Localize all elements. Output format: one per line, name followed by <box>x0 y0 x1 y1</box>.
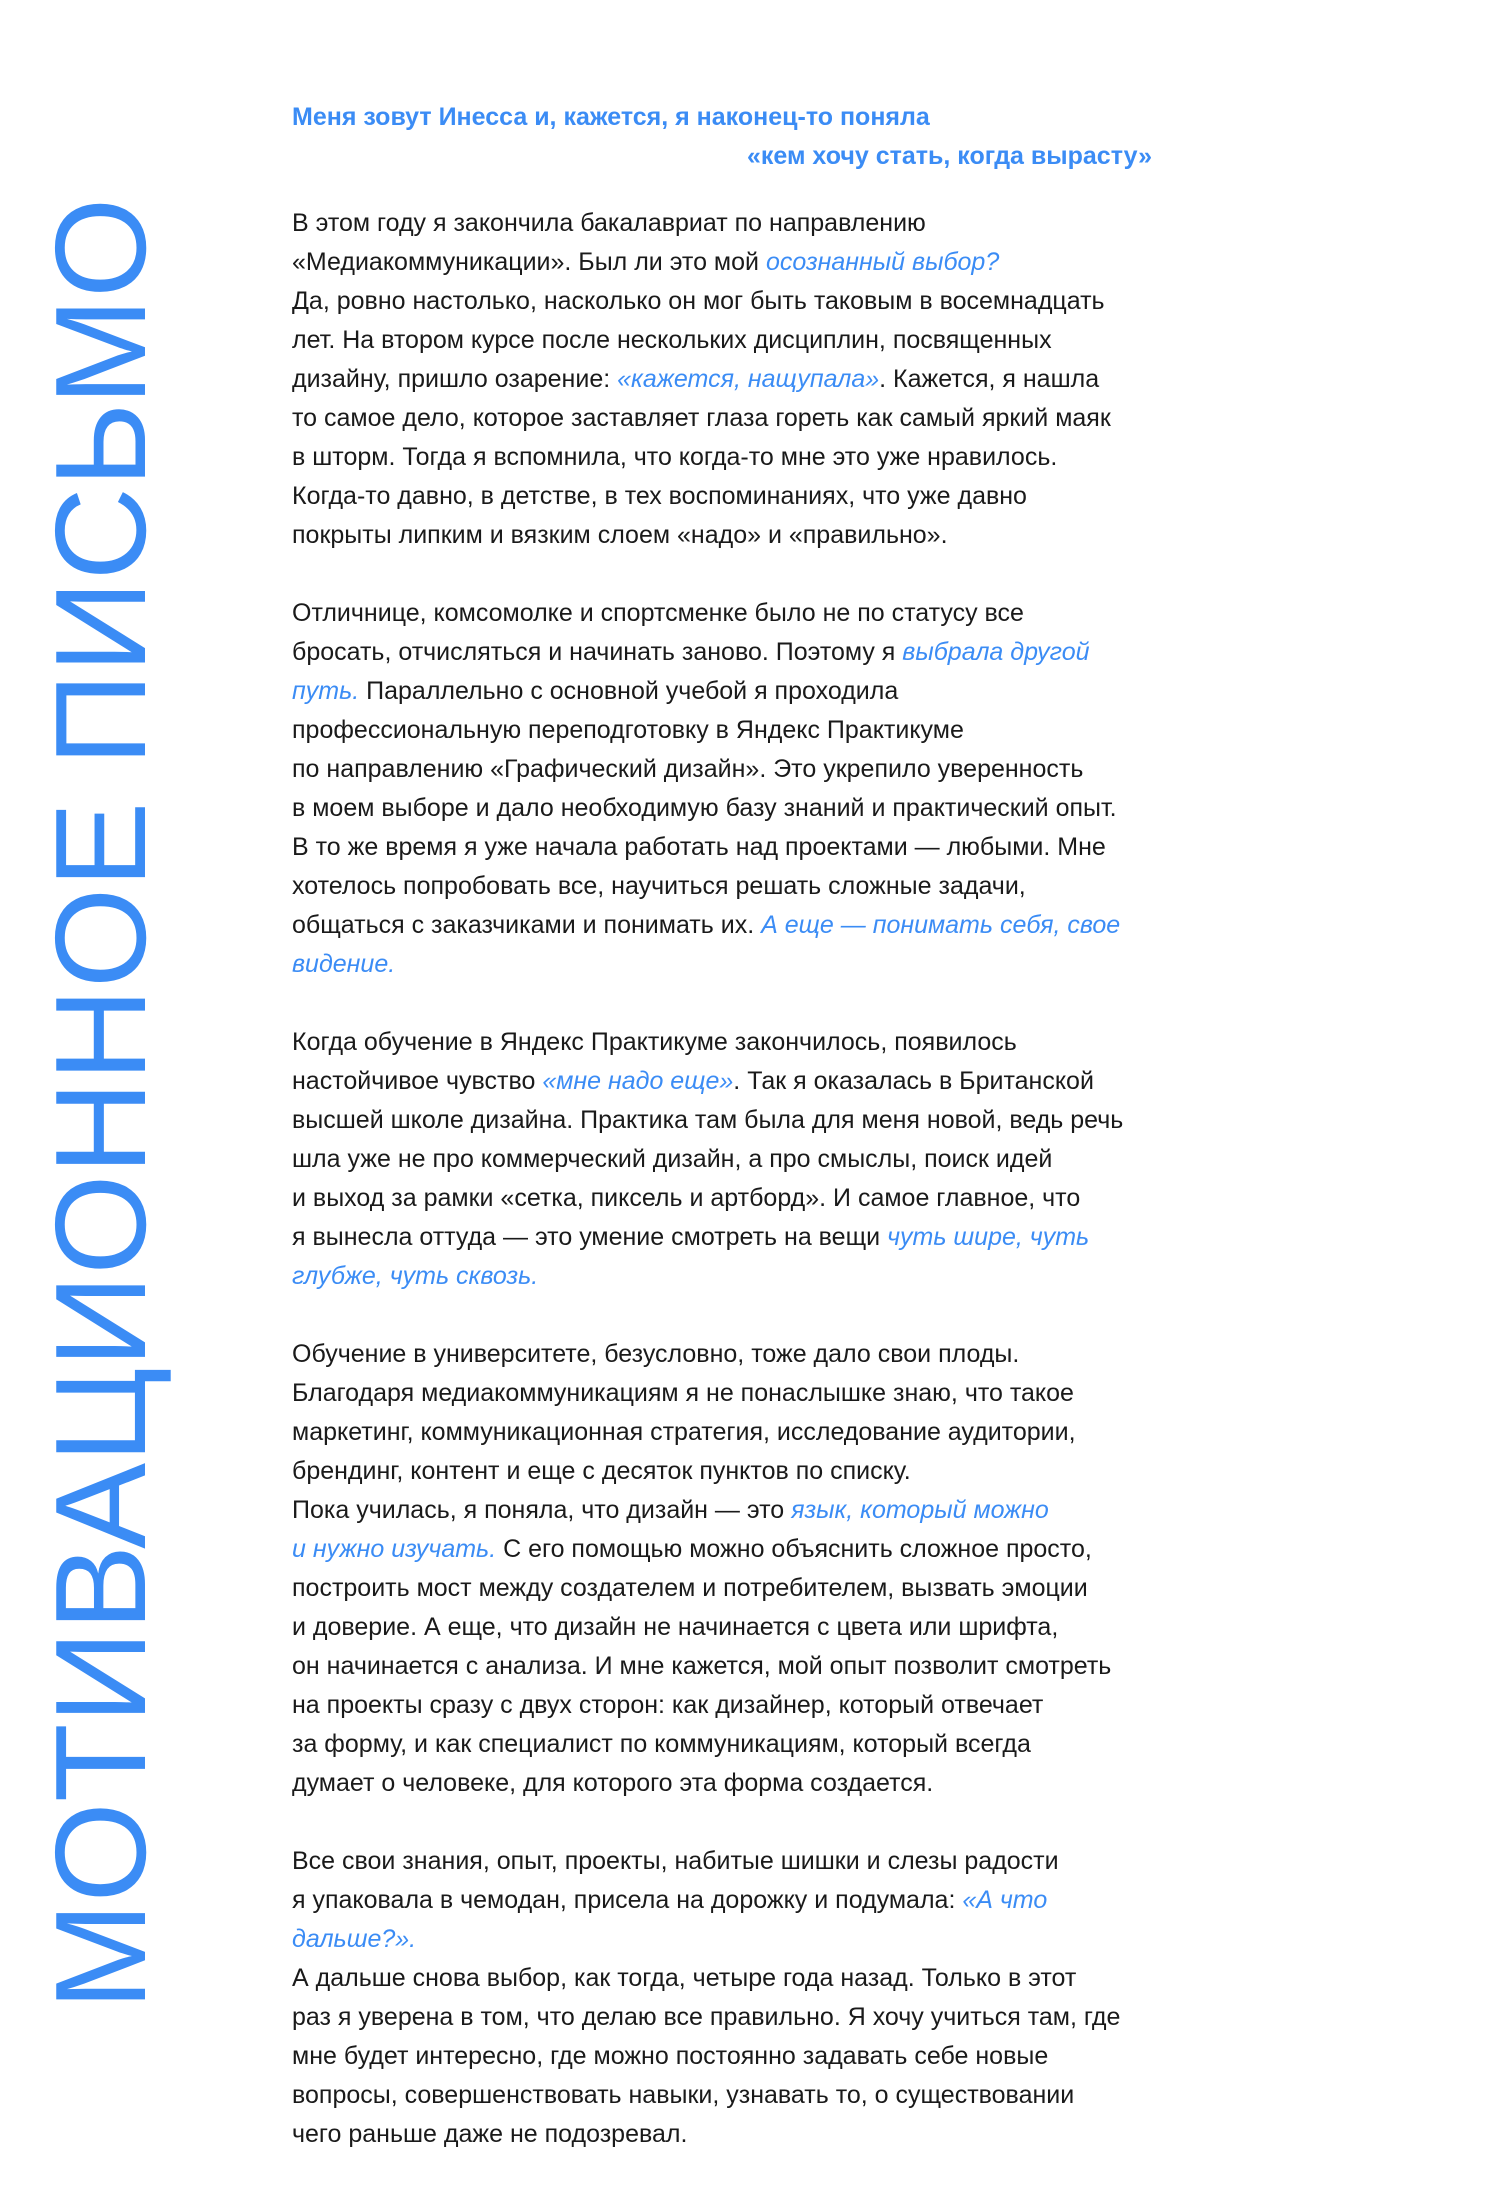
text-line <box>292 906 1232 945</box>
headline-line-2: «кем хочу стать, когда вырасту» <box>747 142 1153 170</box>
text-segment: Когда-то давно, в детстве, в тех воспоминаниях, что уже давно <box>292 482 1027 510</box>
text-segment: маркетинг, коммуникационная стратегия, исследование аудитории, <box>292 1418 1076 1446</box>
text-line <box>292 321 1232 360</box>
text-segment: высшей школе дизайна. Практика там была для меня новой, ведь речь <box>292 1106 1124 1134</box>
headline <box>292 98 1232 176</box>
text-segment: покрыты липким и вязким слоем «надо» и «правильно». <box>292 521 948 549</box>
text-line <box>292 243 1232 282</box>
text-line <box>292 1179 1232 1218</box>
text-line <box>292 1491 1232 1530</box>
highlighted-phrase: осознанный выбор? <box>765 248 1000 276</box>
text-line <box>292 204 1232 243</box>
text-segment: вопросы, совершенствовать навыки, узнавать то, о существовании <box>292 2081 1075 2109</box>
text-line <box>292 945 1232 984</box>
text-segment: мне будет интересно, где можно постоянно задавать себе новые <box>292 2042 1049 2070</box>
letter-body <box>292 98 1232 2193</box>
text-line <box>292 2076 1232 2115</box>
text-segment: построить мост между создателем и потребителем, вызвать эмоции <box>292 1574 1088 1602</box>
text-line <box>292 1959 1232 1998</box>
text-line <box>292 594 1232 633</box>
text-segment: в моем выборе и дало необходимую базу знаний и практический опыт. <box>292 794 1117 822</box>
paragraph <box>292 1023 1232 1296</box>
text-line <box>292 399 1232 438</box>
highlighted-phrase: видение. <box>292 950 396 978</box>
text-line <box>292 633 1232 672</box>
text-segment: Все свои знания, опыт, проекты, набитые шишки и слезы радости <box>292 1847 1059 1875</box>
text-line <box>292 2115 1232 2154</box>
text-segment: и доверие. А еще, что дизайн не начинается с цвета или шрифта, <box>292 1613 1059 1641</box>
text-segment: по направлению «Графический дизайн». Это укрепило уверенность <box>292 755 1084 783</box>
text-segment: Благодаря медиакоммуникациям я не понаслышке знаю, что такое <box>292 1379 1074 1407</box>
text-segment: С его помощью можно объяснить сложное просто, <box>496 1535 1092 1563</box>
text-segment: «Медиакоммуникации». Был ли это мой <box>292 248 766 276</box>
text-segment: он начинается с анализа. И мне кажется, мой опыт позволит смотреть <box>292 1652 1112 1680</box>
text-line <box>292 1686 1232 1725</box>
text-line <box>292 1335 1232 1374</box>
paragraph <box>292 1842 1232 2154</box>
text-line <box>292 711 1232 750</box>
highlighted-phrase: «мне надо еще» <box>542 1067 734 1095</box>
text-line <box>292 1920 1232 1959</box>
text-line <box>292 1257 1232 1296</box>
text-segment: я вынесла оттуда — это умение смотреть на вещи <box>292 1223 888 1251</box>
highlighted-phrase: язык, который можно <box>791 1496 1049 1524</box>
text-line <box>292 1998 1232 2037</box>
text-segment: Обучение в университете, безусловно, тоже дало свои плоды. <box>292 1340 1020 1368</box>
text-line <box>292 282 1232 321</box>
text-line <box>292 789 1232 828</box>
text-segment: раз я уверена в том, что делаю все правильно. Я хочу учиться там, где <box>292 2003 1121 2031</box>
text-line <box>292 1452 1232 1491</box>
text-line <box>292 1569 1232 1608</box>
highlighted-phrase: чуть шире, чуть <box>887 1223 1090 1251</box>
highlighted-phrase: и нужно изучать. <box>292 1535 497 1563</box>
highlighted-phrase: «А что <box>962 1886 1048 1914</box>
text-segment: профессиональную переподготовку в Яндекс Практикуме <box>292 716 964 744</box>
text-line <box>292 1530 1232 1569</box>
text-segment: в шторм. Тогда я вспомнила, что когда-то мне это уже нравилось. <box>292 443 1058 471</box>
text-segment: Отличнице, комсомолке и спортсменке было не по статусу все <box>292 599 1024 627</box>
text-segment: общаться с заказчиками и понимать их. <box>292 911 762 939</box>
text-segment: Параллельно с основной учебой я проходила <box>359 677 899 705</box>
paragraph <box>292 594 1232 984</box>
text-segment: за форму, и как специалист по коммуникациям, который всегда <box>292 1730 1031 1758</box>
text-segment: Когда обучение в Яндекс Практикуме закончилось, появилось <box>292 1028 1017 1056</box>
highlighted-phrase: выбрала другой <box>902 638 1090 666</box>
text-line <box>292 1413 1232 1452</box>
vertical-page-title: МОТИВАЦИОННОЕ ПИСЬМО <box>29 197 173 2010</box>
text-segment: . Так я оказалась в Британской <box>733 1067 1094 1095</box>
text-segment: В этом году я закончила бакалавриат по направлению <box>292 209 926 237</box>
highlighted-phrase: глубже, чуть сквозь. <box>292 1262 539 1290</box>
text-segment: лет. На втором курсе после нескольких дисциплин, посвященных <box>292 326 1052 354</box>
highlighted-phrase: А еще — понимать себя, свое <box>761 911 1121 939</box>
text-line <box>292 867 1232 906</box>
paragraph <box>292 1335 1232 1803</box>
text-segment: бросать, отчисляться и начинать заново. Поэтому я <box>292 638 903 666</box>
text-line <box>292 477 1232 516</box>
text-line <box>292 1764 1232 1803</box>
text-line <box>292 1140 1232 1179</box>
text-segment: настойчивое чувство <box>292 1067 543 1095</box>
text-line <box>292 828 1232 867</box>
text-segment: А дальше снова выбор, как тогда, четыре года назад. Только в этот <box>292 1964 1077 1992</box>
text-line <box>292 360 1232 399</box>
text-line <box>292 1101 1232 1140</box>
text-segment: и выход за рамки «сетка, пиксель и артборд». И самое главное, что <box>292 1184 1081 1212</box>
text-segment: то самое дело, которое заставляет глаза гореть как самый яркий маяк <box>292 404 1111 432</box>
text-segment: на проекты сразу с двух сторон: как дизайнер, который отвечает <box>292 1691 1044 1719</box>
headline-line-1: Меня зовут Инесса и, кажется, я наконец-то поняла <box>292 103 930 131</box>
text-segment: думает о человеке, для которого эта форма создается. <box>292 1769 934 1797</box>
highlighted-phrase: «кажется, нащупала» <box>617 365 880 393</box>
text-segment: хотелось попробовать все, научиться решать сложные задачи, <box>292 872 1026 900</box>
paragraphs <box>292 204 1232 2154</box>
text-line <box>292 1374 1232 1413</box>
text-line <box>292 516 1232 555</box>
text-segment: шла уже не про коммерческий дизайн, а про смыслы, поиск идей <box>292 1145 1053 1173</box>
text-line <box>292 2037 1232 2076</box>
text-line <box>292 672 1232 711</box>
text-segment: . Кажется, я нашла <box>879 365 1100 393</box>
text-segment: Да, ровно настолько, насколько он мог быть таковым в восемнадцать <box>292 287 1105 315</box>
text-line <box>292 1725 1232 1764</box>
paragraph <box>292 204 1232 555</box>
text-line <box>292 750 1232 789</box>
text-segment: В то же время я уже начала работать над проектами — любыми. Мне <box>292 833 1106 861</box>
text-segment: брендинг, контент и еще с десяток пунктов по списку. <box>292 1457 911 1485</box>
text-line <box>292 1647 1232 1686</box>
text-line <box>292 1023 1232 1062</box>
text-line <box>292 438 1232 477</box>
highlighted-phrase: дальше?». <box>292 1925 417 1953</box>
text-line <box>292 1881 1232 1920</box>
text-segment: Пока училась, я поняла, что дизайн — это <box>292 1496 792 1524</box>
text-segment: я упаковала в чемодан, присела на дорожку и подумала: <box>292 1886 963 1914</box>
text-line <box>292 1842 1232 1881</box>
highlighted-phrase: путь. <box>292 677 360 705</box>
text-line <box>292 1062 1232 1101</box>
text-line <box>292 1608 1232 1647</box>
text-segment: дизайну, пришло озарение: <box>292 365 618 393</box>
text-segment: чего раньше даже не подозревал. <box>292 2120 688 2148</box>
text-line <box>292 1218 1232 1257</box>
